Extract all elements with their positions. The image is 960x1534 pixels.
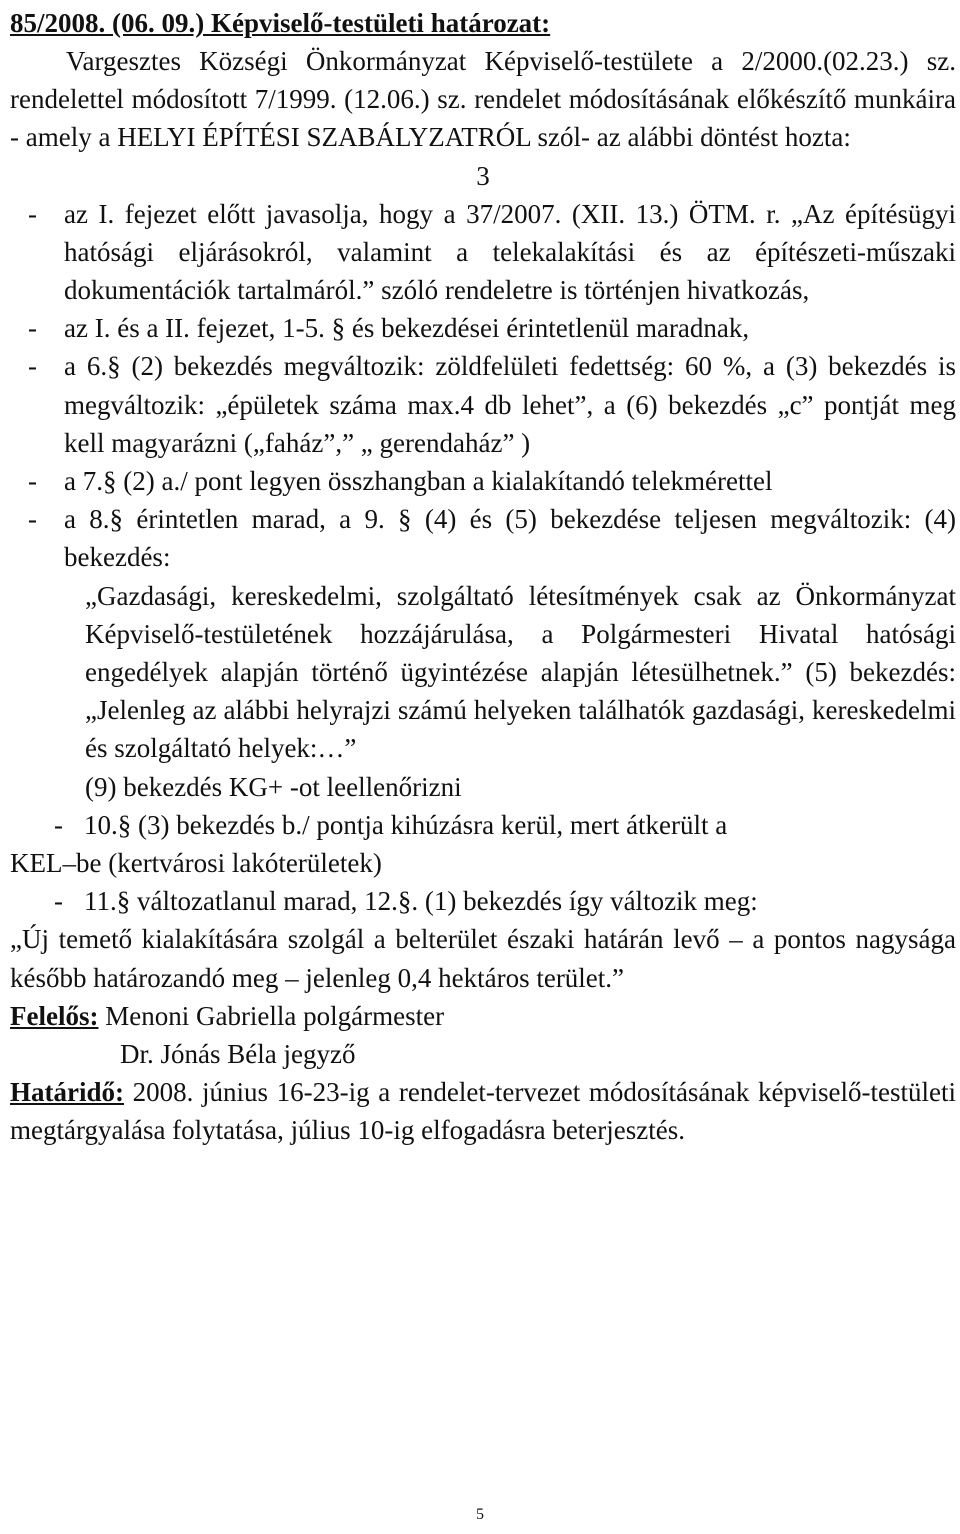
list-item-text: 10.§ (3) bekezdés b./ pontja kihúzásra kerül, mert átkerült a xyxy=(84,809,728,840)
list-item-text: az I. fejezet előtt javasolja, hogy a 37/2007. (XII. 13.) ÖTM. r. „Az építésügyi hatósági eljárásokról, valamint a telekalakítási és az építészeti-műszaki dokumentációk tartalmáról.” szóló rendeletre is történjen hivatkozás, xyxy=(64,198,956,306)
list-item xyxy=(10,882,956,920)
list-dash: - xyxy=(28,351,37,382)
list-item xyxy=(10,500,956,576)
list-dash: - xyxy=(28,198,37,229)
section-number: 3 xyxy=(476,160,490,191)
responsible-label: Felelős: xyxy=(10,1000,99,1031)
list-item xyxy=(10,309,956,347)
responsible-name: Menoni Gabriella polgármester xyxy=(105,1000,445,1031)
list-dash: - xyxy=(28,313,37,344)
responsible-name-2: Dr. Jónás Béla jegyző xyxy=(120,1039,356,1070)
list-item-text: a 7.§ (2) a./ pont legyen összhangban a kialakítandó telekmérettel xyxy=(64,466,773,497)
list-item xyxy=(10,462,956,500)
list-item xyxy=(10,195,956,310)
deadline-label: Határidő: xyxy=(10,1077,124,1108)
document-page xyxy=(10,0,956,1150)
deadline-text: 2008. június 16-23-ig a rendelet-tervezet módosításának képviselő-testületi megtárgyalása folytatása, július 10-ig elfogadásra beterjesztés. xyxy=(10,1077,956,1146)
intro-paragraph: Vargesztes Községi Önkormányzat Képviselő-testülete a 2/2000.(02.23.) sz. rendelettel módosított 7/1999. (12.06.) sz. rendelet módosításának előkészítő munkáira - amely a HELYI ÉPÍTÉSI SZABÁLYZATRÓL szól- az alábbi döntést hozta: xyxy=(10,46,956,153)
list-dash: - xyxy=(28,504,37,535)
resolution-heading: 85/2008. (06. 09.) Képviselő-testületi határozat: xyxy=(10,8,551,38)
list-item-text: a 8.§ érintetlen marad, a 9. § (4) és (5) bekezdése teljesen megváltozik: (4) bekezdés: xyxy=(64,504,956,573)
list-item-continuation: „Új temető kialakítására szolgál a belterület északi határán levő – a pontos nagysága később határozandó meg – jelenleg 0,4 hektáros terület.” xyxy=(10,924,956,993)
list-item-text: a 6.§ (2) bekezdés megváltozik: zöldfelületi fedettség: 60 %, a (3) bekezdés is megváltozik: „épületek száma max.4 db lehet”, a (6) bekezdés „c” pontját meg kell magyarázni („faház”,” „ gerendaház” ) xyxy=(64,351,956,458)
list-item-text: 11.§ változatlanul marad, 12.§. (1) bekezdés így változik meg: xyxy=(84,886,758,917)
list-dash: - xyxy=(28,466,37,497)
quoted-regulation-text: „Gazdasági, kereskedelmi, szolgáltató létesítmények csak az Önkormányzat Képviselő-testületének hozzájárulása, a Polgármesteri Hivatal hatósági engedélyek alapján történő ügyintézése alapján létesülhetnek.” (5) bekezdés: „Jelenleg az alábbi helyrajzi számú helyeken találhatók gazdasági, kereskedelmi és szolgáltató helyek:…” xyxy=(85,580,956,764)
list-item-continuation: KEL–be (kertvárosi lakóterületek) xyxy=(10,848,382,879)
list-item xyxy=(10,806,956,844)
responsible-line xyxy=(10,997,956,1035)
page-number: 5 xyxy=(476,1506,484,1523)
list-dash: - xyxy=(54,886,63,917)
list-item-text: az I. és a II. fejezet, 1-5. § és bekezdései érintetlenül maradnak, xyxy=(64,313,750,344)
deadline-paragraph xyxy=(10,1073,956,1149)
list-item xyxy=(10,347,956,462)
paragraph-9-note: (9) bekezdés KG+ -ot leellenőrizni xyxy=(85,771,462,802)
list-dash: - xyxy=(54,809,63,840)
